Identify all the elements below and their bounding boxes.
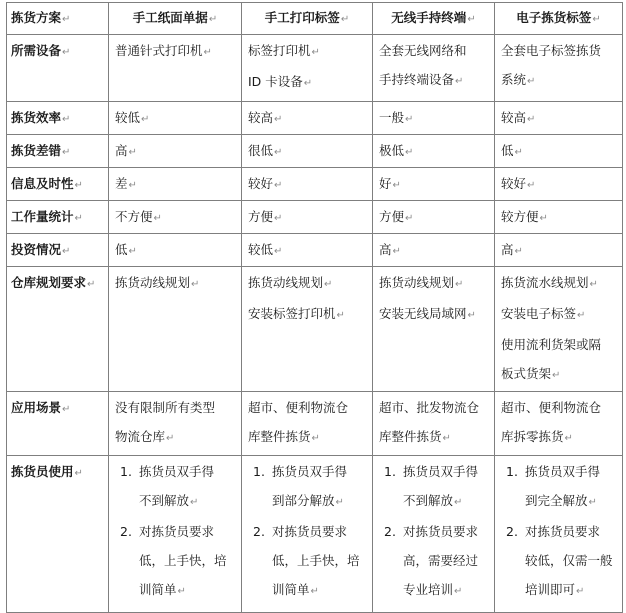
table-cell: 极低↵ bbox=[373, 135, 495, 168]
table-cell bbox=[109, 456, 242, 613]
table-cell: 较低↵ bbox=[109, 102, 242, 135]
row-label: 应用场景↵ bbox=[7, 392, 109, 456]
row-label: 投资情况↵ bbox=[7, 234, 109, 267]
table-row bbox=[7, 267, 623, 392]
header-col: 手工纸面单据↵ bbox=[109, 3, 242, 35]
table-row bbox=[7, 35, 623, 102]
table-cell bbox=[495, 456, 623, 613]
table-cell: 不方便↵ bbox=[109, 201, 242, 234]
table-cell: 较高↵ bbox=[495, 102, 623, 135]
table-cell: 全套无线网络和 手持终端设备↵ bbox=[373, 35, 495, 102]
table-cell: 拣货动线规划↵ 安装无线局域网↵ bbox=[373, 267, 495, 392]
row-label: 拣货效率↵ bbox=[7, 102, 109, 135]
table-cell: 较好↵ bbox=[242, 168, 373, 201]
table-cell: 普通针式打印机↵ bbox=[109, 35, 242, 102]
list-item: 2. 对拣货员要求 高，需要经过 专业培训↵ bbox=[384, 524, 479, 597]
table-row bbox=[7, 201, 623, 234]
numbered-list bbox=[248, 457, 367, 606]
table-cell: 差↵ bbox=[109, 168, 242, 201]
row-label: 工作量统计↵ bbox=[7, 201, 109, 234]
table-cell: 较方便↵ bbox=[495, 201, 623, 234]
table-row bbox=[7, 456, 623, 613]
numbered-list bbox=[115, 457, 236, 606]
list-item: 1. 拣货员双手得 不到解放↵ bbox=[120, 464, 215, 508]
table-cell: 没有限制所有类型 物流仓库↵ bbox=[109, 392, 242, 456]
table-cell: 超市、便利物流仓 库整件拣货↵ bbox=[242, 392, 373, 456]
table-cell: 低↵ bbox=[109, 234, 242, 267]
table-cell: 低↵ bbox=[495, 135, 623, 168]
table-row bbox=[7, 392, 623, 456]
list-item: 2. 对拣货员要求 较低，仅需一般 培训即可↵ bbox=[506, 524, 613, 597]
header-col: 电子拣货标签↵ bbox=[495, 3, 623, 35]
table-row bbox=[7, 102, 623, 135]
table-cell: 拣货动线规划↵ bbox=[109, 267, 242, 392]
table-cell: 较高↵ bbox=[242, 102, 373, 135]
table-row bbox=[7, 168, 623, 201]
header-col: 手工打印标签↵ bbox=[242, 3, 373, 35]
table-cell: 较低↵ bbox=[242, 234, 373, 267]
table-cell: 较好↵ bbox=[495, 168, 623, 201]
list-item: 2. 对拣货员要求 低，上手快，培 训简单↵ bbox=[120, 524, 227, 597]
row-label: 所需设备↵ bbox=[7, 35, 109, 102]
row-label: 信息及时性↵ bbox=[7, 168, 109, 201]
table-cell bbox=[242, 456, 373, 613]
table-cell: 很低↵ bbox=[242, 135, 373, 168]
list-item: 2. 对拣货员要求 低，上手快，培 训简单↵ bbox=[253, 524, 360, 597]
row-label: 拣货差错↵ bbox=[7, 135, 109, 168]
list-item: 1. 拣货员双手得 到完全解放↵ bbox=[506, 464, 601, 508]
numbered-list bbox=[379, 457, 489, 606]
table-cell: 方便↵ bbox=[373, 201, 495, 234]
list-item: 1. 拣货员双手得 到部分解放↵ bbox=[253, 464, 348, 508]
table-row bbox=[7, 234, 623, 267]
header-corner: 拣货方案↵ bbox=[7, 3, 109, 35]
comparison-table bbox=[6, 2, 623, 613]
row-label: 拣货员使用↵ bbox=[7, 456, 109, 613]
list-item: 1. 拣货员双手得 不到解放↵ bbox=[384, 464, 479, 508]
table-cell: 标签打印机↵ ID 卡设备↵ bbox=[242, 35, 373, 102]
header-row bbox=[7, 3, 623, 35]
table-cell: 高↵ bbox=[109, 135, 242, 168]
table-cell: 拣货动线规划↵ 安装标签打印机↵ bbox=[242, 267, 373, 392]
table-cell: 超市、便利物流仓 库拆零拣货↵ bbox=[495, 392, 623, 456]
table-cell: 方便↵ bbox=[242, 201, 373, 234]
table-cell: 拣货流水线规划↵ 安装电子标签↵ 使用流利货架或隔 板式货架↵ bbox=[495, 267, 623, 392]
table-cell: 全套电子标签拣货 系统↵ bbox=[495, 35, 623, 102]
table-cell: 高↵ bbox=[373, 234, 495, 267]
table-cell: 超市、批发物流仓 库整件拣货↵ bbox=[373, 392, 495, 456]
table-cell bbox=[373, 456, 495, 613]
header-col: 无线手持终端↵ bbox=[373, 3, 495, 35]
row-label: 仓库规划要求↵ bbox=[7, 267, 109, 392]
numbered-list bbox=[501, 457, 617, 606]
table-cell: 好↵ bbox=[373, 168, 495, 201]
table-cell: 一般↵ bbox=[373, 102, 495, 135]
table-row bbox=[7, 135, 623, 168]
table-cell: 高↵ bbox=[495, 234, 623, 267]
